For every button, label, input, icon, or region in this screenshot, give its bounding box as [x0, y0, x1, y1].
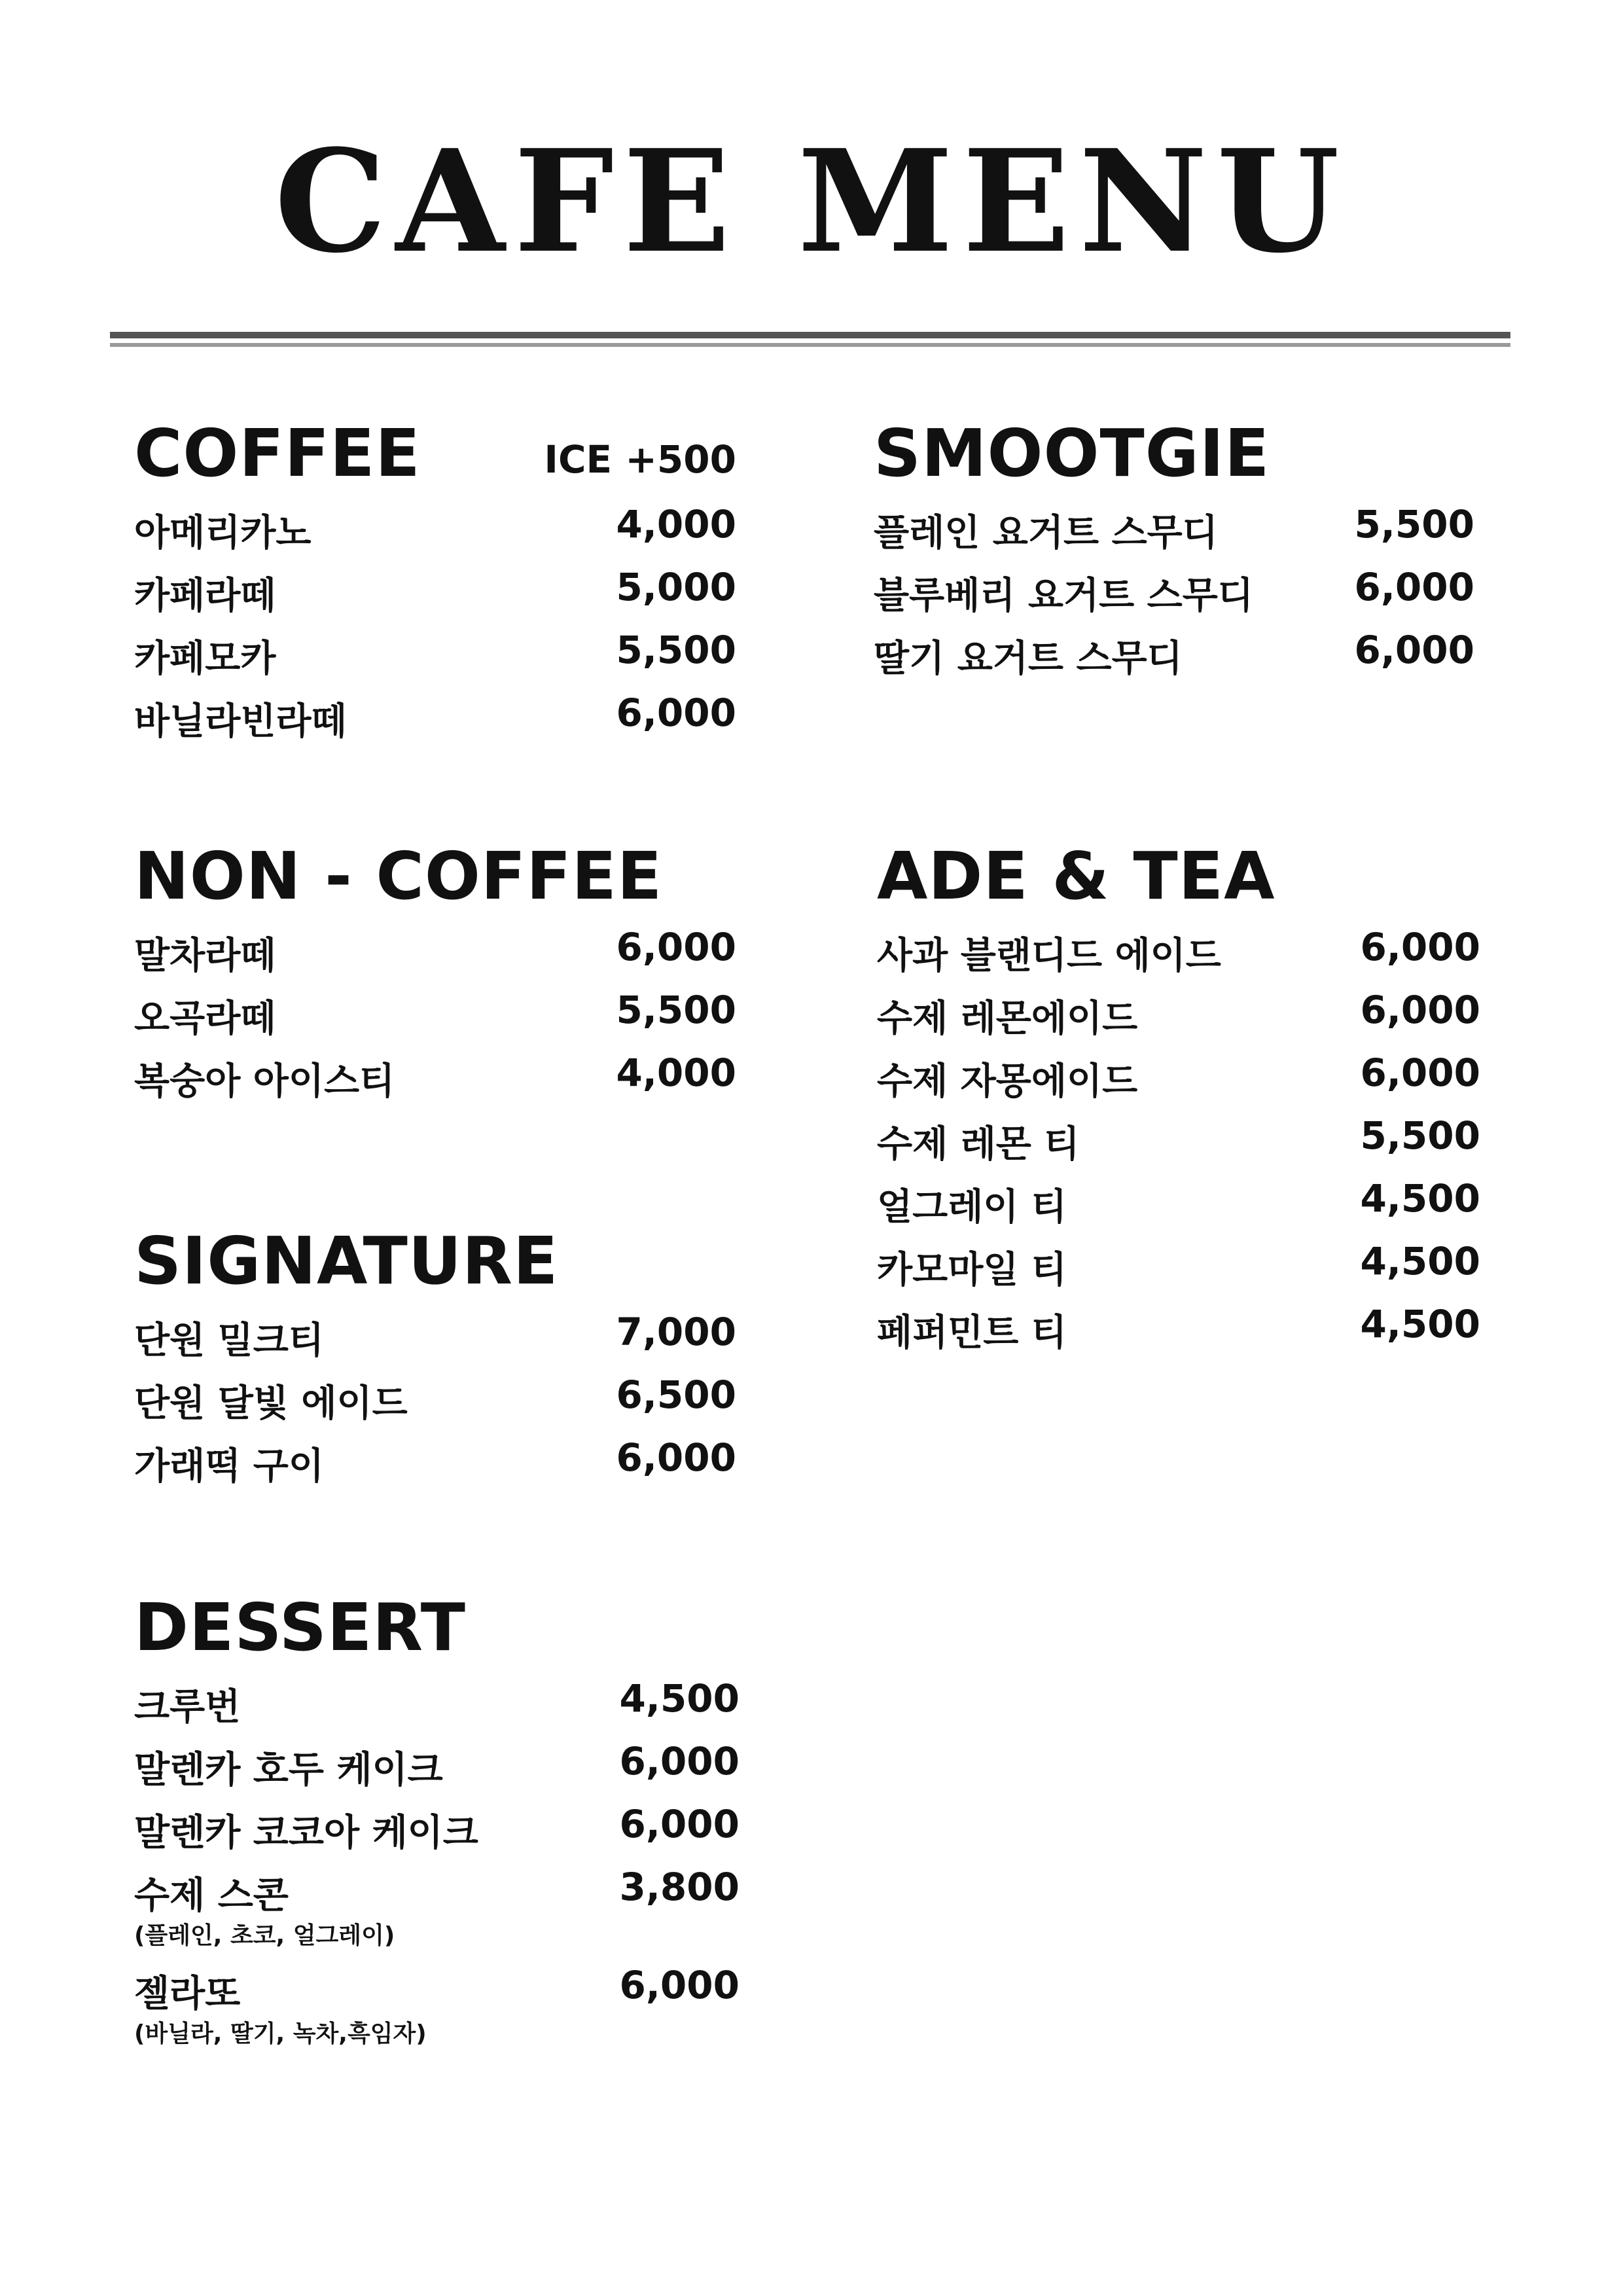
menu-item: [134, 1962, 740, 2060]
menu-item: [134, 1309, 736, 1372]
menu-title: CAFE MENU: [274, 118, 1349, 284]
item-price: 4,500: [1360, 1176, 1480, 1221]
title-divider-thin: [110, 343, 1510, 347]
item-name: 수제 자몽에이드: [877, 1060, 1138, 1103]
menu-item: [134, 1864, 740, 1962]
title-divider-thick: [110, 332, 1510, 338]
menu-item: [134, 564, 736, 627]
menu-item: [877, 1175, 1480, 1238]
section-non-coffee: [134, 840, 736, 1113]
item-name: 카페라떼: [134, 575, 276, 617]
item-name: 크루번: [134, 1686, 241, 1729]
item-price: 6,000: [1354, 628, 1474, 672]
item-name: 딸기 요거트 스무디: [874, 637, 1183, 680]
section-title-dessert: DESSERT: [134, 1589, 466, 1666]
item-price: 6,000: [1360, 1050, 1480, 1095]
menu-item: [877, 924, 1480, 987]
section-smoothie: [874, 415, 1474, 690]
menu-item: [877, 1050, 1480, 1113]
item-price: 6,000: [619, 1739, 740, 1784]
item-name: 말렌카 호두 케이크: [134, 1749, 443, 1791]
item-name: 카모마일 티: [877, 1249, 1067, 1291]
item-name: 수제 스콘: [134, 1874, 289, 1917]
ice-surcharge-note: ICE +500: [544, 437, 736, 482]
item-name: 수제 레몬 티: [877, 1123, 1080, 1166]
item-price: 5,500: [616, 988, 736, 1032]
item-price: 6,000: [1354, 565, 1474, 609]
item-name: 카페모카: [134, 637, 276, 680]
item-price: 7,000: [616, 1310, 736, 1354]
item-name: 단원 달빛 에이드: [134, 1382, 408, 1425]
menu-item: [134, 627, 736, 690]
item-name: 사과 블랜디드 에이드: [877, 935, 1221, 977]
item-price: 5,500: [1360, 1113, 1480, 1158]
item-name: 얼그레이 티: [877, 1186, 1067, 1229]
menu-item: [134, 1435, 736, 1498]
menu-item: [877, 1238, 1480, 1301]
item-price: 5,000: [616, 565, 736, 609]
item-name: 아메리카노: [134, 512, 312, 554]
item-price: 6,000: [616, 691, 736, 735]
item-name: 말차라떼: [134, 935, 276, 977]
section-title-smoothie: SMOOTGIE: [874, 415, 1270, 492]
section-signature: [134, 1225, 736, 1498]
menu-item: [134, 987, 736, 1050]
item-price: 4,000: [616, 1050, 736, 1095]
item-price: 6,000: [1360, 988, 1480, 1032]
menu-item: [874, 627, 1474, 690]
section-title-signature: SIGNATURE: [134, 1223, 559, 1299]
section-title-non-coffee: NON - COFFEE: [134, 838, 663, 914]
item-name: 블루베리 요거트 스무디: [874, 575, 1253, 617]
item-price: 6,000: [616, 925, 736, 969]
item-price: 4,000: [616, 502, 736, 547]
item-price: 3,800: [619, 1865, 740, 1909]
menu-item: [134, 924, 736, 987]
menu-item: [134, 1372, 736, 1435]
item-price: 4,500: [1360, 1302, 1480, 1346]
item-price: 6,000: [619, 1802, 740, 1846]
section-title-coffee: COFFEE: [134, 415, 421, 492]
section-title-ade-tea: ADE & TEA: [877, 838, 1275, 914]
item-name: 젤라또: [134, 1973, 241, 2015]
item-name: 복숭아 아이스티: [134, 1060, 395, 1103]
item-name: 수제 레몬에이드: [877, 997, 1138, 1040]
menu-item: [134, 1676, 740, 1738]
item-price: 5,500: [616, 628, 736, 672]
item-name: 플레인 요거트 스무디: [874, 512, 1218, 554]
menu-item: [874, 564, 1474, 627]
item-price: 4,500: [1360, 1239, 1480, 1283]
item-price: 6,000: [1360, 925, 1480, 969]
item-options: (바닐라, 딸기, 녹차,흑임자): [134, 2020, 427, 2047]
menu-item: [134, 690, 736, 753]
menu-item: [134, 501, 736, 564]
menu-item: [134, 1050, 736, 1113]
item-price: 4,500: [619, 1676, 740, 1721]
item-name: 페퍼민트 티: [877, 1312, 1067, 1354]
item-name: 가래떡 구이: [134, 1445, 324, 1488]
item-name: 말렌카 코코아 케이크: [134, 1812, 478, 1854]
section-dessert: [134, 1589, 740, 2060]
item-price: 5,500: [1354, 502, 1474, 547]
item-price: 6,000: [616, 1435, 736, 1480]
item-name: 단원 밀크티: [134, 1319, 324, 1362]
item-name: 바닐라빈라떼: [134, 700, 347, 743]
menu-item: [877, 1113, 1480, 1175]
item-price: 6,500: [616, 1372, 736, 1417]
menu-item: [874, 501, 1474, 564]
menu-item: [134, 1738, 740, 1801]
section-ade-tea: [877, 840, 1480, 1364]
item-price: 6,000: [619, 1963, 740, 2007]
menu-item: [134, 1801, 740, 1864]
menu-item: [877, 987, 1480, 1050]
menu-item: [877, 1301, 1480, 1364]
item-name: 오곡라떼: [134, 997, 276, 1040]
item-options: (플레인, 초코, 얼그레이): [134, 1922, 395, 1949]
section-coffee: [134, 415, 736, 753]
